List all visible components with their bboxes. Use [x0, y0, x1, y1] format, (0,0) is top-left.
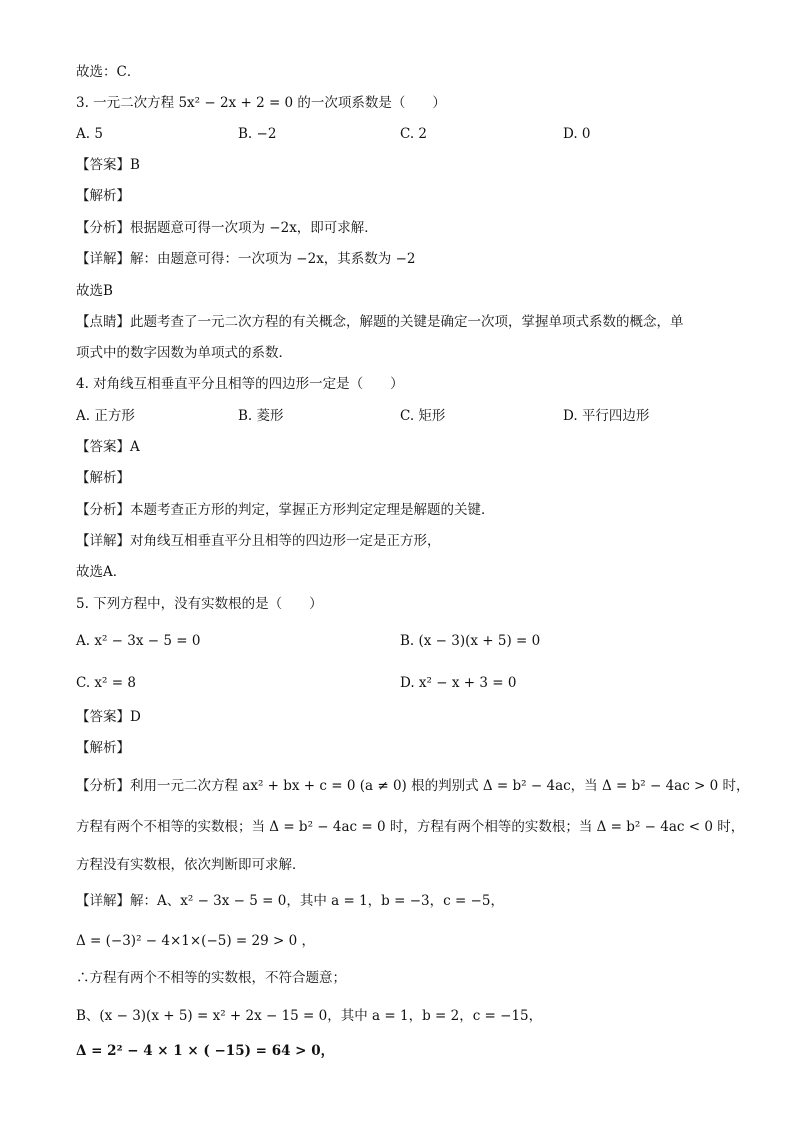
question-5: 5. 下列方程中，没有实数根的是（ ）	[76, 596, 323, 612]
question-4: 4. 对角线互相垂直平分且相等的四边形一定是（ ）	[76, 376, 404, 392]
q4-answer: 【答案】A	[76, 439, 140, 455]
q3-fenxi: 【分析】根据题意可得一次项为 −2x，即可求解．	[76, 220, 378, 236]
q4-fenxi: 【分析】本题考查正方形的判定，掌握正方形判定定理是解题的关键．	[76, 502, 495, 518]
q3-xiangjie: 【详解】解：由题意可得：一次项为 −2x，其系数为 −2	[76, 251, 416, 267]
q5-xiangjie-3: ∴方程有两个不相等的实数根，不符合题意；	[76, 970, 346, 986]
q5-fenxi-2: 方程有两个不相等的实数根；当 Δ = b² − 4ac = 0 时，方程有两个相等的实数根；当 Δ = b² − 4ac < 0 时，	[76, 819, 745, 835]
q5-fenxi-1: 【分析】利用一元二次方程 ax² + bx + c = 0 (a ≠ 0) 根的判别式 Δ = b² − 4ac，当 Δ = b² − 4ac > 0 时，	[76, 778, 750, 794]
q3-dianjing-1: 【点睛】此题考查了一元二次方程的有关概念，解题的关键是确定一次项，掌握单项式系数的概念，单	[76, 314, 684, 330]
q4-analysis-heading: 【解析】	[76, 470, 130, 486]
q3-option-c: C. 2	[400, 126, 428, 142]
q3-option-d: D. 0	[563, 126, 591, 142]
q5-xiangjie-2: Δ = (−3)² − 4×1×(−5) = 29 > 0 ，	[76, 933, 315, 949]
q5-option-b: B. (x − 3)(x + 5) = 0	[400, 633, 541, 649]
q4-xiangjie: 【详解】对角线互相垂直平分且相等的四边形一定是正方形，	[76, 533, 441, 549]
text-line: 故选：C．	[76, 64, 141, 80]
q4-option-b: B. 菱形	[238, 408, 284, 424]
q4-option-d: D. 平行四边形	[563, 408, 650, 424]
q3-guxuan: 故选B	[76, 283, 113, 299]
q5-option-a: A. x² − 3x − 5 = 0	[76, 633, 201, 649]
q5-fenxi-3: 方程没有实数根，依次判断即可求解．	[76, 857, 306, 873]
q4-option-c: C. 矩形	[400, 408, 446, 424]
q5-analysis-heading: 【解析】	[76, 740, 130, 756]
q5-xiangjie-5: Δ = 2² − 4 × 1 × ( −15) = 64 > 0，	[76, 1043, 335, 1059]
q5-answer: 【答案】D	[76, 709, 141, 725]
q3-option-b: B. −2	[238, 126, 277, 142]
q3-analysis-heading: 【解析】	[76, 188, 130, 204]
q4-guxuan: 故选A．	[76, 564, 127, 580]
q5-option-c: C. x² = 8	[76, 675, 136, 691]
q5-xiangjie-1: 【详解】解：A、x² − 3x − 5 = 0，其中 a = 1，b = −3，c = −5，	[76, 893, 504, 909]
q3-dianjing-2: 项式中的数字因数为单项式的系数．	[76, 345, 292, 361]
q3-option-a: A. 5	[76, 126, 103, 142]
question-3: 3. 一元二次方程 5x² − 2x + 2 = 0 的一次项系数是（ ）	[76, 95, 446, 111]
q3-answer: 【答案】B	[76, 157, 140, 173]
q4-option-a: A. 正方形	[76, 408, 135, 424]
q5-option-d: D. x² − x + 3 = 0	[400, 675, 517, 691]
q5-xiangjie-4: B、(x − 3)(x + 5) = x² + 2x − 15 = 0，其中 a = 1，b = 2，c = −15，	[76, 1008, 543, 1024]
